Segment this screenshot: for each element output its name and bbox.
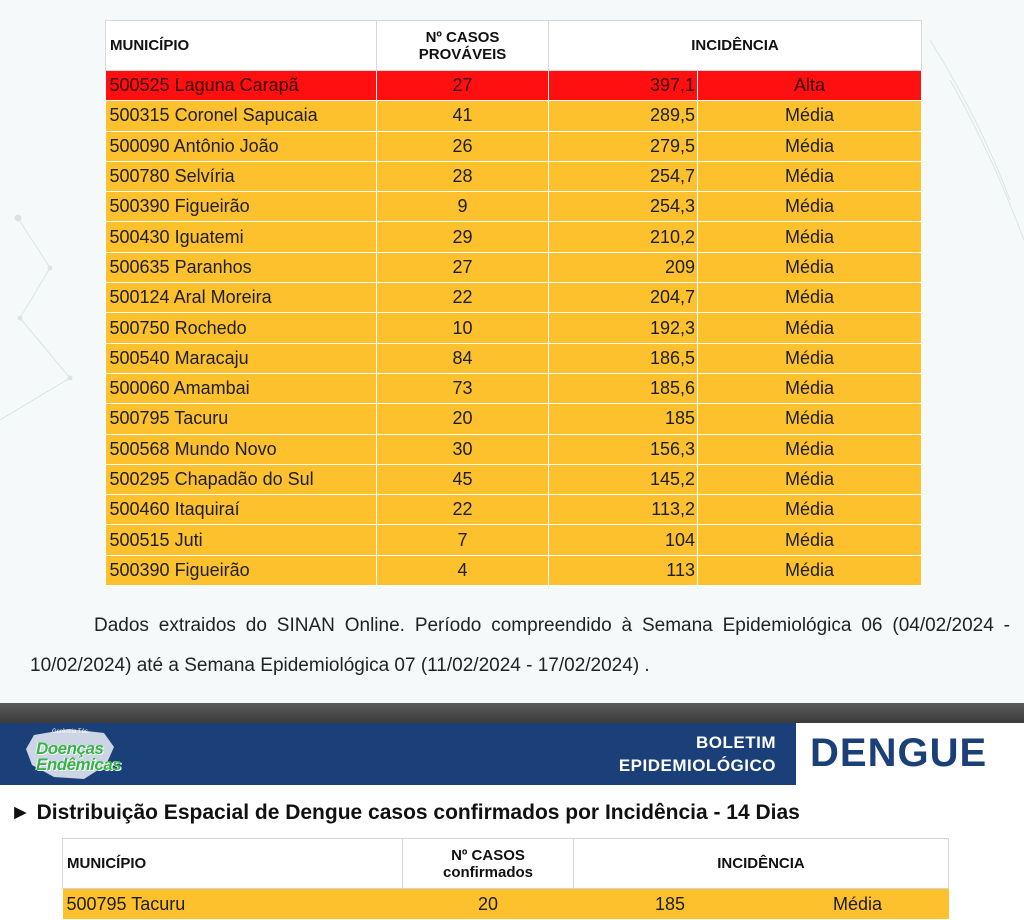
table-row [106, 71, 922, 101]
header-casos-line2: confirmados [442, 863, 533, 881]
boletim-title [619, 731, 776, 777]
cell-casos: 45 [377, 464, 549, 494]
cell-municipio: 500090 Antônio João [106, 131, 377, 161]
confirmed-section [0, 785, 1024, 920]
cell-municipio: 500525 Laguna Carapã [106, 71, 377, 101]
cell-municipio: 500295 Chapadão do Sul [106, 464, 377, 494]
table-row [106, 252, 922, 282]
cell-nivel: Média [698, 343, 922, 373]
data-source-note [30, 606, 1010, 686]
cell-casos: 29 [377, 222, 549, 252]
cell-casos: 28 [377, 161, 549, 191]
cell-incidencia: 113,2 [549, 495, 698, 525]
table-row [106, 464, 922, 494]
incidence-table-confirmed [62, 838, 949, 919]
doencas-endemicas-logo [14, 725, 124, 783]
table-row [106, 283, 922, 313]
table-body [63, 889, 949, 920]
cell-nivel: Média [698, 222, 922, 252]
cell-nivel: Média [767, 889, 949, 920]
boletim-line2: EPIDEMIOLÓGICO [618, 756, 776, 775]
cell-casos: 84 [377, 343, 549, 373]
cell-casos: 73 [377, 373, 549, 403]
cell-casos: 7 [377, 525, 549, 555]
cell-nivel: Média [698, 101, 922, 131]
logo-word-endemicas: Endêmicas [36, 755, 122, 774]
section-title: ► Distribuição Espacial de Dengue casos confirmados por Incidência - 14 Dias [10, 801, 800, 824]
cell-incidencia: 186,5 [549, 343, 698, 373]
header-casos-line1: Nº CASOS [425, 28, 500, 46]
cell-incidencia: 204,7 [549, 283, 698, 313]
cell-incidencia: 113 [549, 555, 698, 585]
cell-casos: 27 [377, 252, 549, 282]
cell-municipio: 500124 Aral Moreira [106, 283, 377, 313]
header-municipio: MUNICÍPIO [106, 21, 377, 71]
table-row [106, 192, 922, 222]
boletim-line1: BOLETIM [696, 733, 776, 752]
cell-nivel: Média [698, 495, 922, 525]
cell-nivel: Média [698, 313, 922, 343]
cell-incidencia: 397,1 [549, 71, 698, 101]
cell-incidencia: 185,6 [549, 373, 698, 403]
cell-incidencia: 254,7 [549, 161, 698, 191]
cell-casos: 20 [403, 889, 574, 920]
cell-nivel: Média [698, 525, 922, 555]
dengue-title: DENGUE [810, 731, 988, 775]
cell-casos: 22 [377, 495, 549, 525]
cell-casos: 4 [377, 555, 549, 585]
cell-municipio: 500515 Juti [106, 525, 377, 555]
cell-incidencia: 156,3 [549, 434, 698, 464]
table-row [106, 404, 922, 434]
cell-casos: 41 [377, 101, 549, 131]
header-casos [403, 839, 574, 889]
cell-casos: 27 [377, 71, 549, 101]
table-body [106, 71, 922, 586]
cell-nivel: Média [698, 192, 922, 222]
cell-incidencia: 185 [549, 404, 698, 434]
logo-word-doencas: Doenças [36, 739, 104, 758]
cell-casos: 22 [377, 283, 549, 313]
cell-municipio: 500795 Tacuru [106, 404, 377, 434]
cell-casos: 9 [377, 192, 549, 222]
cell-nivel: Média [698, 555, 922, 585]
cell-municipio: 500460 Itaquiraí [106, 495, 377, 525]
cell-municipio: 500750 Rochedo [106, 313, 377, 343]
cell-municipio: 500568 Mundo Novo [106, 434, 377, 464]
cell-incidencia: 254,3 [549, 192, 698, 222]
cell-municipio: 500795 Tacuru [63, 889, 403, 920]
table-row [106, 373, 922, 403]
cell-municipio: 500060 Amambai [106, 373, 377, 403]
cell-nivel: Média [698, 283, 922, 313]
cell-incidencia: 104 [549, 525, 698, 555]
header-incidencia: INCIDÊNCIA [574, 839, 949, 889]
table-row [106, 131, 922, 161]
table-row [106, 434, 922, 464]
cell-nivel: Média [698, 434, 922, 464]
table-row [106, 525, 922, 555]
table-header-row [106, 21, 922, 71]
cell-nivel: Média [698, 404, 922, 434]
cell-municipio: 500635 Paranhos [106, 252, 377, 282]
cell-incidencia: 279,5 [549, 131, 698, 161]
table-row [106, 343, 922, 373]
cell-municipio: 500540 Maracaju [106, 343, 377, 373]
cell-municipio: 500390 Figueirão [106, 555, 377, 585]
cell-municipio: 500430 Iguatemi [106, 222, 377, 252]
table-row [106, 555, 922, 585]
table-row [106, 101, 922, 131]
header-incidencia: INCIDÊNCIA [549, 21, 922, 71]
table-header-row [63, 839, 949, 889]
cell-nivel: Média [698, 464, 922, 494]
header-casos-line2: PROVÁVEIS [418, 45, 507, 63]
header-municipio: MUNICÍPIO [63, 839, 403, 889]
cell-casos: 26 [377, 131, 549, 161]
cell-incidencia: 145,2 [549, 464, 698, 494]
cell-nivel: Média [698, 161, 922, 191]
bulletin-banner [0, 723, 1024, 785]
cell-incidencia: 192,3 [549, 313, 698, 343]
header-casos [377, 21, 549, 71]
cell-casos: 10 [377, 313, 549, 343]
logo-caption: Gerência Téc. [52, 729, 90, 735]
cell-casos: 20 [377, 404, 549, 434]
cell-nivel: Média [698, 131, 922, 161]
cell-municipio: 500780 Selvíria [106, 161, 377, 191]
cell-incidencia: 185 [574, 889, 767, 920]
cell-nivel: Alta [698, 71, 922, 101]
incidence-table-probable [105, 20, 922, 586]
header-casos-line1: Nº CASOS [451, 846, 525, 864]
table-row [106, 161, 922, 191]
cell-municipio: 500390 Figueirão [106, 192, 377, 222]
table-row [106, 313, 922, 343]
cell-nivel: Média [698, 252, 922, 282]
cell-incidencia: 289,5 [549, 101, 698, 131]
table-row [106, 222, 922, 252]
cell-municipio: 500315 Coronel Sapucaia [106, 101, 377, 131]
table-row [63, 889, 949, 920]
cell-casos: 30 [377, 434, 549, 464]
cell-incidencia: 210,2 [549, 222, 698, 252]
cell-nivel: Média [698, 373, 922, 403]
table-row [106, 495, 922, 525]
page-separator [0, 703, 1024, 723]
note-paragraph: Dados extraidos do SINAN Online. Período compreendido à Semana Epidemiológica 06 (04/02/2024 - 10/02/2024) até a Semana Epidemiológica 07 (11/02/2024 - 17/02/2024) . [30, 615, 1010, 676]
cell-incidencia: 209 [549, 252, 698, 282]
